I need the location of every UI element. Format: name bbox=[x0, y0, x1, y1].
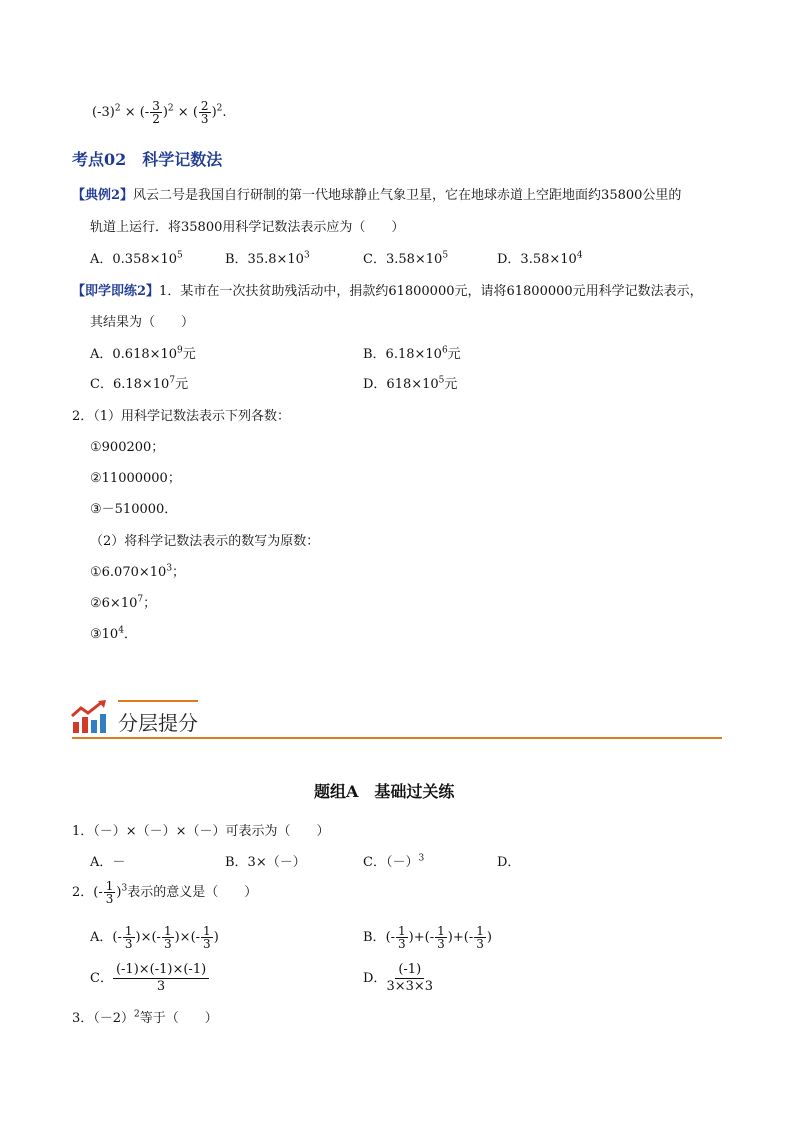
numerator: 1 bbox=[124, 924, 133, 938]
banner-accent-line bbox=[118, 700, 198, 702]
banner-divider bbox=[72, 737, 722, 739]
item-text: ②6×10 bbox=[90, 596, 138, 611]
exponent: 2 bbox=[114, 103, 121, 114]
option-a bbox=[90, 248, 183, 267]
exponent: 3 bbox=[303, 250, 310, 261]
exponent: 7 bbox=[169, 375, 176, 386]
unit: 元 bbox=[447, 347, 461, 362]
denominator: 2 bbox=[152, 112, 160, 126]
exponent: 2 bbox=[167, 103, 174, 114]
practice-line-2: 其结果为（ ） bbox=[90, 315, 195, 330]
option-c bbox=[90, 962, 209, 995]
times-sign: × bbox=[177, 105, 189, 120]
fraction bbox=[150, 100, 162, 125]
paren: (- bbox=[139, 105, 150, 120]
exponent: 2 bbox=[134, 1009, 140, 1020]
exponent: 9 bbox=[177, 345, 183, 356]
question-2-intro: 2．（1）用科学记数法表示下列各数： bbox=[72, 409, 291, 424]
option-label: D．3.58×10 bbox=[497, 252, 577, 267]
denominator: 3 bbox=[124, 937, 133, 951]
numerator: (-1) bbox=[395, 962, 424, 979]
option-label: B．6.18×10 bbox=[363, 347, 442, 362]
option-label: C．（－） bbox=[363, 855, 419, 870]
denominator: 3 bbox=[105, 892, 114, 906]
example-tag: 【典例2】 bbox=[72, 188, 134, 203]
exponent: 7 bbox=[137, 594, 144, 605]
banner-title: 分层提分 bbox=[118, 711, 198, 735]
paren: (- bbox=[93, 885, 103, 900]
paren: (- bbox=[424, 930, 435, 945]
fraction bbox=[201, 925, 213, 950]
option-b: B．3×（－） bbox=[225, 855, 306, 870]
question-2-intro-2: （2）将科学记数法表示的数写为原数： bbox=[90, 534, 320, 549]
fraction bbox=[162, 925, 174, 950]
stem-text: 2． bbox=[72, 885, 94, 900]
times-sign: × bbox=[140, 930, 152, 945]
chart-growth-icon bbox=[70, 700, 108, 734]
option-label: C． bbox=[90, 971, 113, 986]
list-item bbox=[90, 623, 137, 642]
option-b bbox=[363, 925, 492, 950]
fraction bbox=[396, 925, 408, 950]
fraction bbox=[474, 925, 486, 950]
option-b bbox=[225, 248, 310, 267]
unit: 元 bbox=[175, 377, 189, 392]
paren: ) bbox=[213, 930, 219, 945]
paren: ) bbox=[135, 930, 141, 945]
paren: ) bbox=[174, 930, 180, 945]
list-item bbox=[90, 561, 185, 580]
denominator: 3 bbox=[398, 937, 406, 951]
paren: ) bbox=[116, 885, 122, 900]
practice-line-1 bbox=[72, 280, 703, 299]
option-label: D．618×10 bbox=[363, 377, 439, 392]
unit: 元 bbox=[444, 377, 458, 392]
times-sign: × bbox=[179, 930, 191, 945]
list-item bbox=[90, 592, 156, 611]
numerator: 1 bbox=[476, 924, 484, 938]
paren: (- bbox=[190, 930, 201, 945]
denominator: 3 bbox=[476, 937, 484, 951]
option-d bbox=[497, 248, 583, 267]
fraction bbox=[123, 925, 135, 950]
paren: ) bbox=[162, 105, 168, 120]
stem-text: 等于（ ） bbox=[139, 1011, 218, 1026]
example-text: 风云二号是我国自行研制的第一代地球静止气象卫星，它在地球赤道上空距地面约35800公里的 bbox=[133, 188, 682, 203]
denominator: 3 bbox=[437, 937, 445, 951]
exponent: 2 bbox=[216, 103, 223, 114]
paren: ) bbox=[486, 930, 492, 945]
group-title: 题组A 基础过关练 bbox=[314, 782, 455, 801]
option-c bbox=[363, 851, 424, 870]
practice-text: 1．某市在一次扶贫助残活动中，捐款约61800000元，请将61800000元用科学记数法表示， bbox=[159, 284, 703, 299]
option-label: A．0.618×10 bbox=[90, 347, 178, 362]
option-label: B． bbox=[363, 930, 386, 945]
section-title: 考点02 科学记数法 bbox=[72, 150, 223, 169]
item-text: ． bbox=[123, 627, 137, 642]
unit: 元 bbox=[182, 347, 196, 362]
fraction bbox=[435, 925, 447, 950]
denominator: 3 bbox=[200, 112, 209, 126]
item-text: ； bbox=[172, 565, 186, 580]
option-a bbox=[90, 343, 196, 362]
option-label: A． bbox=[90, 930, 113, 945]
option-label: C．6.18×10 bbox=[90, 377, 170, 392]
denominator: 3×3×3 bbox=[386, 979, 434, 994]
question-2-stem bbox=[72, 880, 257, 905]
times-sign: × bbox=[124, 105, 136, 120]
numerator: 1 bbox=[105, 879, 114, 893]
stem-text: 表示的意义是（ ） bbox=[127, 885, 258, 900]
numerator: 2 bbox=[200, 99, 209, 113]
fraction bbox=[104, 880, 116, 905]
denominator: 3 bbox=[156, 979, 166, 994]
option-label: A．0.358×10 bbox=[90, 252, 178, 267]
list-item: ③－510000． bbox=[90, 502, 178, 517]
option-label: C．3.58×10 bbox=[363, 252, 443, 267]
fraction bbox=[386, 962, 433, 995]
fraction bbox=[199, 100, 211, 125]
period: . bbox=[222, 105, 227, 120]
numerator: 1 bbox=[398, 924, 406, 938]
option-b bbox=[363, 343, 461, 362]
denominator: 3 bbox=[203, 937, 211, 951]
numerator: 3 bbox=[152, 99, 160, 113]
paren: ) bbox=[408, 930, 414, 945]
practice-tag: 【即学即练2】 bbox=[72, 284, 160, 299]
plus-sign: + bbox=[413, 930, 425, 945]
numerator: 1 bbox=[437, 924, 445, 938]
item-text: ①6.070×10 bbox=[90, 565, 167, 580]
numerator: 1 bbox=[163, 924, 172, 938]
list-item: ②11000000； bbox=[90, 471, 181, 486]
exponent: 6 bbox=[441, 345, 448, 356]
option-c bbox=[90, 373, 188, 392]
exponent: 5 bbox=[438, 375, 445, 386]
paren: (- bbox=[463, 930, 474, 945]
plus-sign: + bbox=[452, 930, 464, 945]
exponent: 3 bbox=[121, 883, 128, 894]
exponent: 5 bbox=[442, 250, 449, 261]
numerator: 1 bbox=[203, 924, 211, 938]
paren: (- bbox=[112, 930, 122, 945]
denominator: 3 bbox=[163, 937, 172, 951]
exponent: 4 bbox=[118, 625, 124, 636]
paren: ) bbox=[211, 105, 217, 120]
option-a bbox=[90, 925, 219, 950]
item-text: ③10 bbox=[90, 627, 119, 642]
option-label: B．35.8×10 bbox=[225, 252, 304, 267]
fraction bbox=[113, 962, 209, 995]
list-item: ①900200； bbox=[90, 440, 165, 455]
expr-part: (-3) bbox=[92, 105, 115, 120]
option-d bbox=[363, 962, 433, 995]
example-line-1 bbox=[72, 184, 681, 203]
option-d: D． bbox=[497, 855, 521, 870]
exponent: 4 bbox=[576, 250, 583, 261]
numerator: (-1)×(-1)×(-1) bbox=[113, 962, 209, 979]
exponent: 3 bbox=[418, 853, 425, 864]
item-text: ； bbox=[143, 596, 157, 611]
paren: ) bbox=[447, 930, 453, 945]
exponent: 5 bbox=[177, 250, 183, 261]
question-3-stem bbox=[72, 1007, 218, 1026]
exponent: 3 bbox=[166, 563, 173, 574]
option-label: D． bbox=[363, 971, 387, 986]
option-a: A．－ bbox=[90, 855, 126, 870]
option-c bbox=[363, 248, 448, 267]
example-line-2: 轨道上运行．将35800用科学记数法表示应为（ ） bbox=[90, 220, 405, 235]
paren: (- bbox=[151, 930, 161, 945]
stem-text: 3．（－2） bbox=[72, 1011, 135, 1026]
option-d bbox=[363, 373, 457, 392]
paren: (- bbox=[385, 930, 396, 945]
paren: ( bbox=[192, 105, 198, 120]
question-1-stem: 1．（－）×（－）×（－）可表示为（ ） bbox=[72, 824, 330, 839]
top-expression bbox=[92, 100, 227, 125]
